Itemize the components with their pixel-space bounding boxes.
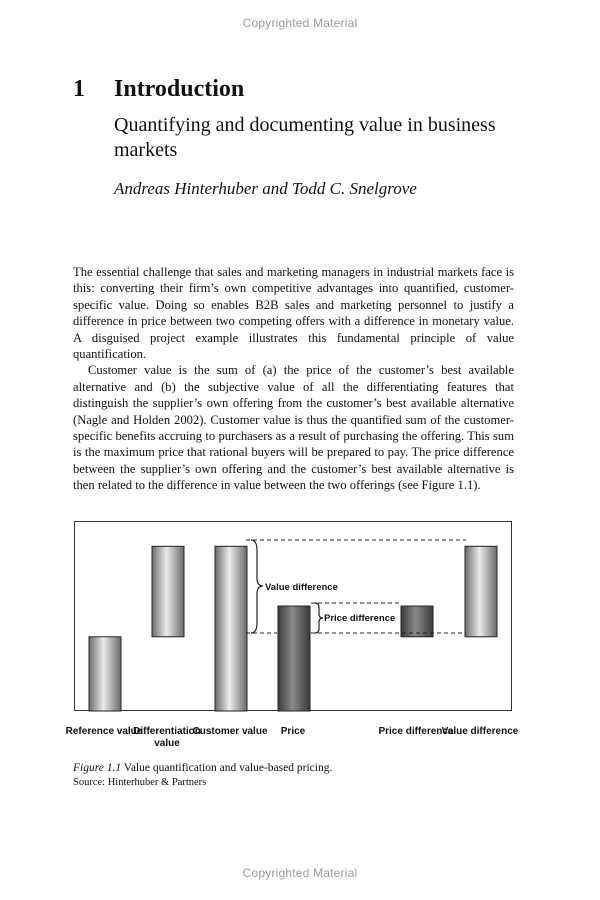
copyright-watermark-top: Copyrighted Material	[242, 16, 358, 30]
paragraph-2: Customer value is the sum of (a) the price of the customer’s best available alternative and (b) the subjective value of all the differentiating features that distinguish the supplier’s own offering from the customer’s best available alternative (Nagle and Holden 2002). Customer value is thus the quantified sum of the customer-specific benefits accruing to purchasers as a result of purchasing the offering. This sum is the maximum price that rational buyers will be prepared to pay. The price difference between the supplier’s own offering and the customer’s best available alternative is then related to the difference in value between the two offerings (see Figure 1.1).	[73, 363, 514, 493]
bar-differentiation-value	[152, 546, 184, 637]
price-difference-brace	[315, 603, 323, 633]
price-difference-annotation: Price difference	[324, 613, 396, 624]
value-pricing-chart	[75, 522, 513, 712]
figure-1-1	[74, 521, 512, 711]
figure-source: Source: Hinterhuber & Partners	[73, 777, 207, 788]
figure-caption	[73, 762, 332, 774]
chapter-subtitle: Quantifying and documenting value in business markets	[114, 114, 496, 161]
category-label-reference-value: Reference value	[65, 726, 143, 737]
bar-value-difference	[465, 546, 497, 637]
value-difference-brace	[251, 540, 263, 633]
figure-number: Figure 1.1	[73, 762, 122, 774]
category-label-price-difference: Price difference	[378, 726, 454, 737]
bar-customer-value	[215, 546, 247, 711]
category-label-differentiation-value: Differentiation value	[133, 726, 201, 749]
category-label-value-difference: Value difference	[441, 726, 519, 737]
figure-caption-text: Value quantification and value-based pricing.	[123, 762, 333, 774]
paragraph-1: The essential challenge that sales and marketing managers in industrial markets face is this: converting their firm’s own competitive advantages into quantified, customer-specific value. Doing so enables B2B sales and marketing personnel to justify a difference in price between two competing offers with a difference in monetary value. A disguised project example illustrates this fundamental principle of value quantification.	[73, 265, 514, 362]
bar-reference-value	[89, 637, 121, 711]
chapter-authors: Andreas Hinterhuber and Todd C. Snelgrove	[114, 179, 417, 198]
chapter-title: Introduction	[114, 76, 245, 102]
copyright-watermark-bottom: Copyrighted Material	[242, 866, 358, 880]
value-difference-annotation: Value difference	[265, 582, 338, 593]
chapter-number: 1	[73, 76, 85, 102]
bar-price	[278, 606, 310, 711]
bar-price-difference	[401, 606, 433, 637]
category-label-customer-value: Customer value	[192, 726, 268, 737]
body-text	[73, 264, 514, 494]
category-label-price: Price	[280, 726, 306, 737]
